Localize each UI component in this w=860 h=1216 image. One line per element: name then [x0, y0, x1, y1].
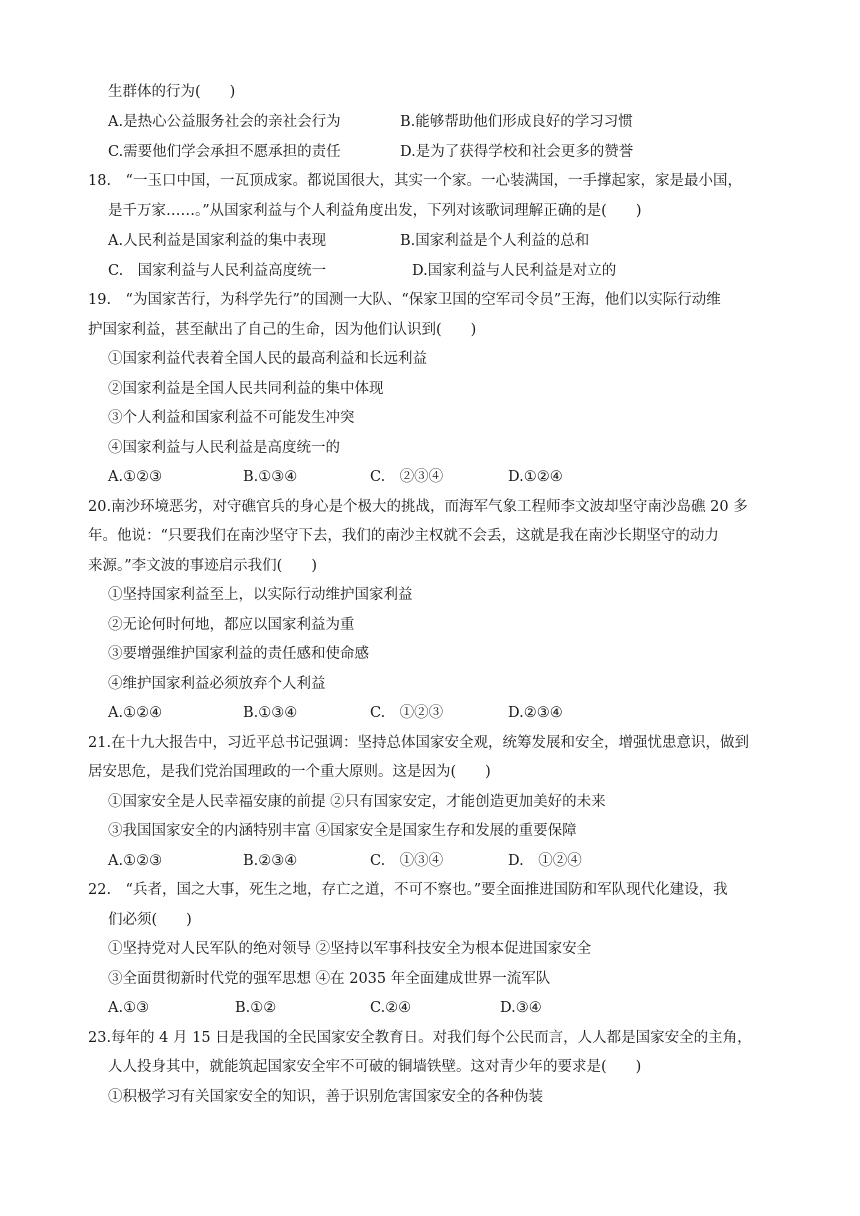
q21-stem-line1: 21.在十九大报告中，习近平总书记强调：坚持总体国家安全观，统筹发展和安全，增强忧患意识，做到 — [88, 735, 750, 751]
q21-stem-line2: 居安思危，是我们党治国理政的一个重大原则。这是因为( ) — [88, 764, 491, 780]
q23-item-1: ①积极学习有关国家安全的知识，善于识别危害国家安全的各种伪装 — [108, 1089, 543, 1105]
q21-item-row1: ①国家安全是人民幸福安康的前提 ②只有国家安定，才能创造更加美好的未来 — [108, 794, 606, 810]
q20-item-3: ③要增强维护国家利益的责任感和使命感 — [108, 646, 369, 662]
q20-option-a[interactable]: A.①②④ — [108, 705, 163, 721]
q19-item-3: ③个人利益和国家利益不可能发生冲突 — [108, 410, 355, 426]
q20-item-1: ①坚持国家利益至上，以实际行动维护国家利益 — [108, 587, 413, 603]
q22-item-row2: ③全面贯彻新时代党的强军思想 ④在 2035 年全面建成世界一流军队 — [108, 971, 551, 987]
q17-option-c[interactable]: C.需要他们学会承担不愿承担的责任 — [108, 144, 341, 160]
q19-item-4: ④国家利益与人民利益是高度统一的 — [108, 440, 340, 456]
q20-item-4: ④维护国家利益必须放弃个人利益 — [108, 676, 326, 692]
q22-stem-line2: 们必须( ) — [108, 912, 192, 928]
q18-stem-line2: 是千万家……。”从国家利益与个人利益角度出发，下列对该歌词理解正确的是( ) — [108, 203, 642, 219]
q17-option-b[interactable]: B.能够帮助他们形成良好的学习习惯 — [400, 114, 633, 130]
q20-option-b[interactable]: B.①③④ — [243, 705, 298, 721]
q22-stem-line1: 22. “兵者，国之大事，死生之地，存亡之道，不可不察也。”要全面推进国防和军队现代化建设，我 — [88, 882, 728, 898]
q21-option-c[interactable]: C. ①③④ — [370, 853, 444, 869]
q20-stem-line1: 20.南沙环境恶劣，对守礁官兵的身心是个极大的挑战，而海军气象工程师李文波却坚守南沙岛礁 20 多 — [88, 499, 748, 515]
q19-option-c[interactable]: C. ②③④ — [370, 469, 444, 485]
q19-item-2: ②国家利益是全国人民共同利益的集中体现 — [108, 381, 384, 397]
q22-option-c[interactable]: C.②④ — [370, 1000, 412, 1016]
q21-option-d[interactable]: D. ①②④ — [508, 853, 582, 869]
q19-stem-line1: 19. “为国家苦行，为科学先行”的国测一大队、“保家卫国的空军司令员”王海，他们以实际行动维 — [88, 292, 721, 308]
q22-option-a[interactable]: A.①③ — [108, 1000, 150, 1016]
q22-option-b[interactable]: B.①② — [235, 1000, 277, 1016]
q20-option-c[interactable]: C. ①②③ — [370, 705, 444, 721]
q18-stem-line1: 18. “一玉口中国，一瓦顶成家。都说国很大，其实一个家。一心装满国，一手撑起家，家是最小国， — [88, 173, 742, 189]
q23-stem-line1: 23.每年的 4 月 15 日是我国的全民国家安全教育日。对我们每个公民而言，人人都是国家安全的主角， — [88, 1030, 752, 1046]
q18-option-a[interactable]: A.人民利益是国家利益的集中表现 — [108, 233, 327, 249]
q22-option-d[interactable]: D.③④ — [500, 1000, 542, 1016]
q17-option-a[interactable]: A.是热心公益服务社会的亲社会行为 — [108, 114, 341, 130]
q21-item-row2: ③我国国家安全的内涵特别丰富 ④国家安全是国家生存和发展的重要保障 — [108, 823, 577, 839]
q22-item-row1: ①坚持党对人民军队的绝对领导 ②坚持以军事科技安全为根本促进国家安全 — [108, 941, 592, 957]
q19-item-1: ①国家利益代表着全国人民的最高利益和长远利益 — [108, 351, 427, 367]
q19-option-b[interactable]: B.①③④ — [243, 469, 298, 485]
q18-option-c[interactable]: C. 国家利益与人民利益高度统一 — [108, 263, 327, 279]
q21-option-b[interactable]: B.②③④ — [243, 853, 298, 869]
q17-stem: 生群体的行为( ) — [108, 84, 236, 100]
q20-stem-line3: 来源。”李文波的事迹启示我们( ) — [88, 558, 317, 574]
q19-stem-line2: 护国家利益，甚至献出了自己的生命，因为他们认识到( ) — [88, 322, 477, 338]
q17-option-d[interactable]: D.是为了获得学校和社会更多的赞誉 — [400, 144, 634, 160]
q20-stem-line2: 年。他说：“只要我们在南沙坚守下去，我们的南沙主权就不会丢，这就是我在南沙长期坚守的动力 — [88, 528, 719, 544]
q21-option-a[interactable]: A.①②③ — [108, 853, 163, 869]
q23-stem-line2: 人人投身其中，就能筑起国家安全牢不可破的铜墙铁壁。这对青少年的要求是( ) — [108, 1059, 642, 1075]
q19-option-d[interactable]: D.①②④ — [508, 469, 563, 485]
q18-option-d[interactable]: D.国家利益与人民利益是对立的 — [412, 263, 617, 279]
q20-option-d[interactable]: D.②③④ — [508, 705, 563, 721]
q19-option-a[interactable]: A.①②③ — [108, 469, 163, 485]
q20-item-2: ②无论何时何地，都应以国家利益为重 — [108, 617, 355, 633]
q18-option-b[interactable]: B.国家利益是个人利益的总和 — [400, 233, 590, 249]
